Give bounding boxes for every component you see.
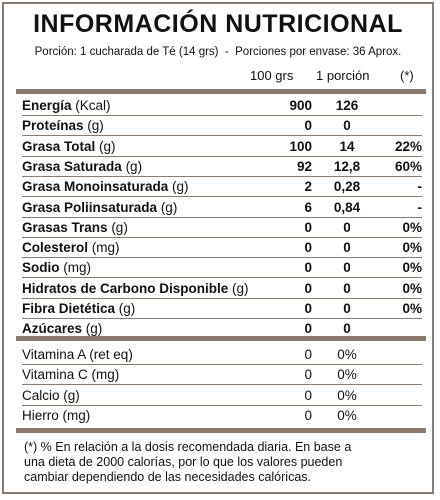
nutrient-label [22, 238, 120, 257]
bottom-divider [16, 428, 426, 433]
column-header-percent: (*) [400, 68, 414, 83]
nutrient-unit: (mg) [59, 260, 91, 276]
nutrient-unit: (g) [157, 199, 178, 215]
value-100g: 0 [304, 219, 312, 235]
value-100g: 0 [304, 407, 312, 423]
value-100g: 0 [304, 301, 312, 316]
portion-size: Porción: 1 cucharada de Té (14 grs) [34, 46, 219, 58]
value-100g: 0 [304, 321, 312, 337]
nutrient-row [22, 198, 422, 217]
value-100g: 0 [304, 240, 312, 256]
nutrient-row [22, 299, 422, 318]
value-percent: 22% [394, 138, 422, 154]
vitamin-row [22, 386, 422, 405]
portions-per-container: Porciones por envase: 36 Aprox. [235, 46, 402, 58]
nutrient-label [22, 116, 104, 135]
nutrient-label [22, 137, 116, 156]
nutrient-unit: (g) [83, 118, 104, 134]
value-100g: 0 [304, 280, 312, 296]
value-portion: 14 [339, 138, 355, 154]
nutrient-label [22, 157, 142, 176]
value-percent: - [417, 199, 422, 215]
value-100g: 0 [304, 260, 312, 276]
nutrient-name: Grasa Total [22, 138, 96, 154]
vitamin-name: Vitamina C (mg) [22, 367, 120, 383]
nutrient-row [22, 177, 422, 196]
nutrient-name: Grasa Poliinsaturada [22, 199, 158, 215]
nutrient-unit: (g) [82, 321, 103, 337]
nutrient-unit: (g) [115, 301, 136, 316]
nutrient-row [22, 258, 422, 277]
value-portion: 0 [343, 280, 351, 296]
nutrient-name: Energía [22, 98, 72, 113]
value-percent: 0% [337, 347, 357, 362]
nutrient-name: Colesterol [22, 240, 89, 256]
footnote [24, 440, 424, 485]
column-header-100g: 100 grs [250, 68, 294, 83]
value-portion: 0,28 [333, 179, 361, 195]
nutrient-unit: (Kcal) [71, 98, 111, 113]
value-100g: 0 [304, 367, 312, 383]
value-portion: 0,84 [333, 199, 361, 215]
nutrient-unit: (g) [168, 179, 189, 195]
value-percent: 0% [402, 219, 422, 235]
nutrient-label [22, 279, 249, 298]
nutrition-panel [2, 2, 434, 494]
value-percent: 0% [402, 280, 422, 296]
nutrient-name: Fibra Dietética [22, 301, 116, 316]
nutrient-unit: (g) [121, 158, 143, 174]
value-100g: 2 [304, 179, 312, 195]
value-portion: 0 [343, 301, 351, 316]
nutrient-name: Azúcares [22, 321, 83, 337]
nutrient-unit: (g) [95, 138, 116, 154]
value-100g: 0 [304, 347, 312, 362]
nutrient-label [22, 96, 111, 115]
nutrient-row [22, 279, 422, 298]
nutrient-row [22, 116, 422, 135]
top-divider [16, 89, 426, 94]
nutrient-row [22, 137, 422, 156]
value-100g: 900 [289, 98, 312, 113]
vitamin-name: Hierro (mg) [22, 407, 91, 423]
middle-divider [16, 336, 426, 341]
value-portion: 0 [343, 118, 351, 134]
value-portion: 12,8 [333, 158, 361, 174]
footnote-line: una dieta de 2000 calorías, por lo que los valores pueden [24, 455, 343, 469]
value-100g: 6 [304, 199, 312, 215]
value-portion: 0 [343, 260, 351, 276]
nutrient-name: Grasas Trans [22, 219, 108, 235]
nutrient-row [22, 157, 422, 176]
vitamin-name: Vitamina A (ret eq) [22, 347, 133, 362]
nutrient-label [22, 299, 135, 318]
nutrient-unit: (mg) [88, 240, 120, 256]
value-100g: 92 [296, 158, 312, 174]
nutrient-label [22, 198, 177, 217]
value-percent: - [417, 179, 422, 195]
nutrient-label [22, 177, 189, 196]
value-100g: 0 [304, 118, 312, 134]
footnote-line: (*) % En relación a la dosis recomendada diaria. En base a [24, 440, 352, 454]
nutrient-name: Proteínas [22, 118, 84, 134]
nutrient-label [22, 218, 128, 237]
value-percent: 0% [337, 387, 357, 403]
value-percent: 0% [337, 407, 357, 423]
serving-dash: - [224, 46, 229, 58]
nutrient-name: Grasa Monoinsaturada [22, 179, 169, 195]
value-100g: 100 [289, 138, 312, 154]
panel-title: INFORMACIÓN NUTRICIONAL [33, 10, 403, 38]
nutrient-name: Sodio [22, 260, 60, 276]
value-portion: 0 [343, 240, 351, 256]
nutrient-name: Grasa Saturada [22, 158, 122, 174]
column-header-portion: 1 porción [316, 68, 370, 83]
value-portion: 126 [335, 98, 359, 113]
nutrient-row [22, 218, 422, 237]
nutrient-unit: (g) [228, 280, 249, 296]
value-percent: 0% [402, 301, 422, 316]
nutrient-name: Hidratos de Carbono Disponible [22, 280, 229, 296]
footnote-line: cambiar dependiendo de las necesidades calóricas. [24, 470, 311, 484]
nutrient-unit: (g) [107, 219, 128, 235]
value-portion: 0 [343, 321, 351, 337]
vitamin-row [22, 365, 422, 384]
value-percent: 0% [402, 240, 422, 256]
value-100g: 0 [304, 387, 312, 403]
value-percent: 0% [337, 367, 357, 383]
value-percent: 0% [402, 260, 422, 276]
vitamin-row [22, 345, 422, 364]
nutrient-row [22, 238, 422, 257]
vitamin-row [22, 406, 422, 425]
vitamin-name: Calcio (g) [22, 387, 80, 403]
value-portion: 0 [343, 219, 351, 235]
value-percent: 60% [394, 158, 422, 174]
nutrient-row [22, 96, 422, 115]
serving-info [4, 46, 432, 58]
nutrient-label [22, 258, 91, 277]
